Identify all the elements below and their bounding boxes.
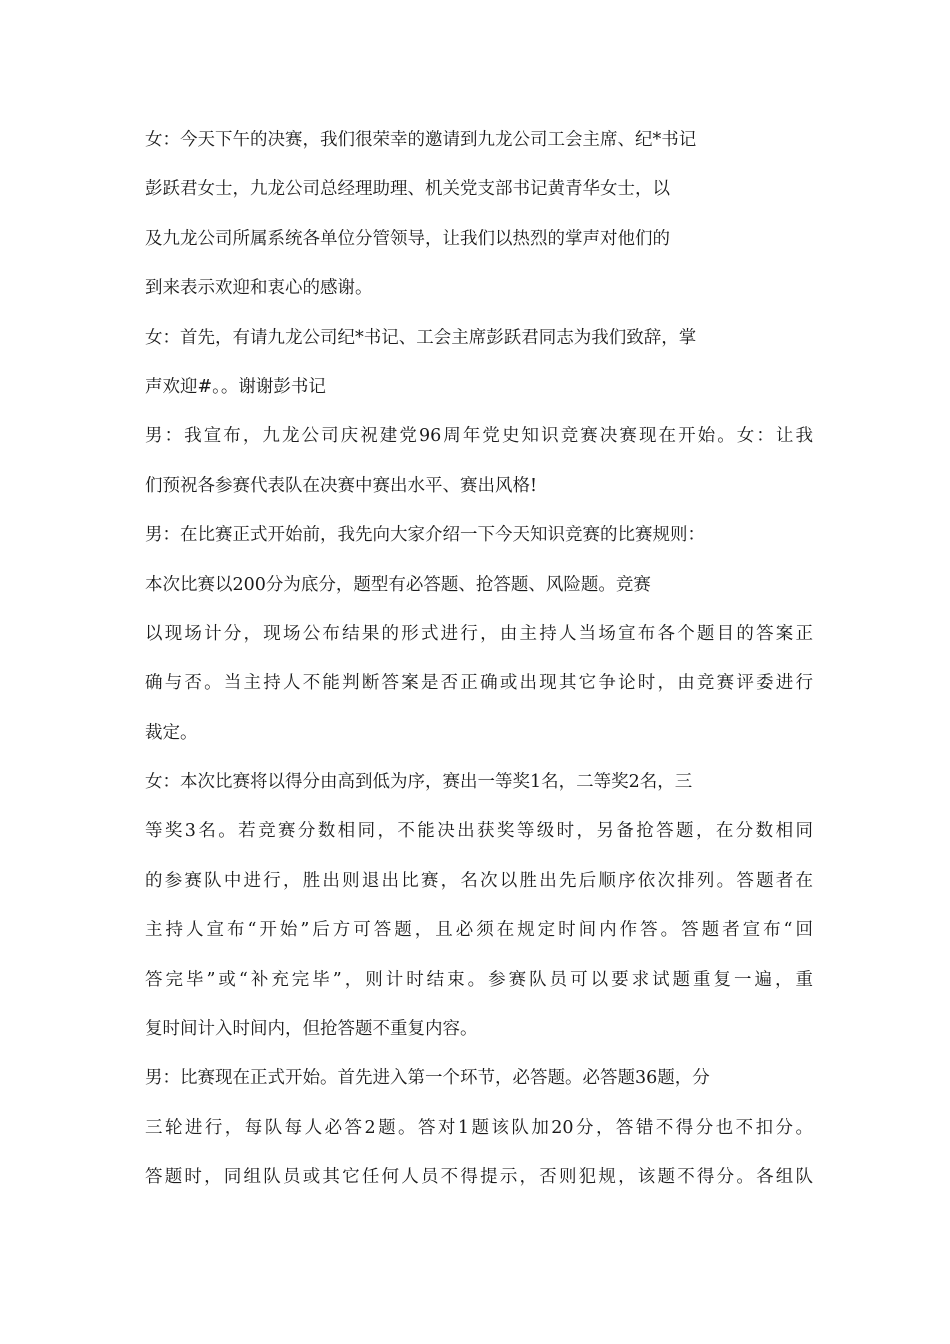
text-line-11: 以现场计分，现场公布结果的形式进行，由主持人当场宣布各个题目的答案正 xyxy=(145,623,813,644)
text-line-7: 男：我宣布，九龙公司庆祝建党96周年党史知识竞赛决赛现在开始。女：让我 xyxy=(145,426,813,447)
text-line-17: 主持人宣布“开始”后方可答题，且必须在规定时间内作答。答题者宣布“回 xyxy=(145,920,813,941)
text-line-15: 等奖3名。若竞赛分数相同，不能决出获奖等级时，另备抢答题，在分数相同 xyxy=(145,821,813,842)
text-line-2: 彭跃君女士，九龙公司总经理助理、机关党支部书记黄青华女士，以 xyxy=(145,179,670,200)
text-line-5: 女：首先，有请九龙公司纪*书记、工会主席彭跃君同志为我们致辞，掌 xyxy=(145,327,697,348)
text-line-21: 三轮进行，每队每人必答2题。答对1题该队加20分，答错不得分也不扣分。 xyxy=(145,1117,813,1138)
text-line-4: 到来表示欢迎和衷心的感谢。 xyxy=(145,278,373,299)
text-line-14: 女：本次比赛将以得分由高到低为序，赛出一等奖1名，二等奖2名，三 xyxy=(145,772,693,793)
text-line-6: 声欢迎#。。谢谢彭书记 xyxy=(145,376,326,397)
text-line-18: 答完毕”或“补充完毕”，则计时结束。参赛队员可以要求试题重复一遍，重 xyxy=(145,969,813,990)
text-line-22: 答题时，同组队员或其它任何人员不得提示，否则犯规，该题不得分。各组队 xyxy=(145,1167,813,1188)
text-line-8: 们预祝各参赛代表队在决赛中赛出水平、赛出风格! xyxy=(145,475,538,496)
text-line-13: 裁定。 xyxy=(145,722,198,743)
document-body xyxy=(145,120,813,1207)
text-line-9: 男：在比赛正式开始前，我先向大家介绍一下今天知识竞赛的比赛规则： xyxy=(145,525,705,546)
text-line-20: 男：比赛现在正式开始。首先进入第一个环节，必答题。必答题36题，分 xyxy=(145,1068,710,1089)
text-line-19: 复时间计入时间内，但抢答题不重复内容。 xyxy=(145,1019,478,1040)
text-line-16: 的参赛队中进行，胜出则退出比赛，名次以胜出先后顺序依次排列。答题者在 xyxy=(145,870,813,891)
text-line-12: 确与否。当主持人不能判断答案是否正确或出现其它争论时，由竞赛评委进行 xyxy=(145,673,813,694)
text-line-10: 本次比赛以200分为底分，题型有必答题、抢答题、风险题。竞赛 xyxy=(145,574,651,595)
text-line-1: 女：今天下午的决赛，我们很荣幸的邀请到九龙公司工会主席、纪*书记 xyxy=(145,130,697,150)
text-line-3: 及九龙公司所属系统各单位分管领导，让我们以热烈的掌声对他们的 xyxy=(145,228,670,249)
